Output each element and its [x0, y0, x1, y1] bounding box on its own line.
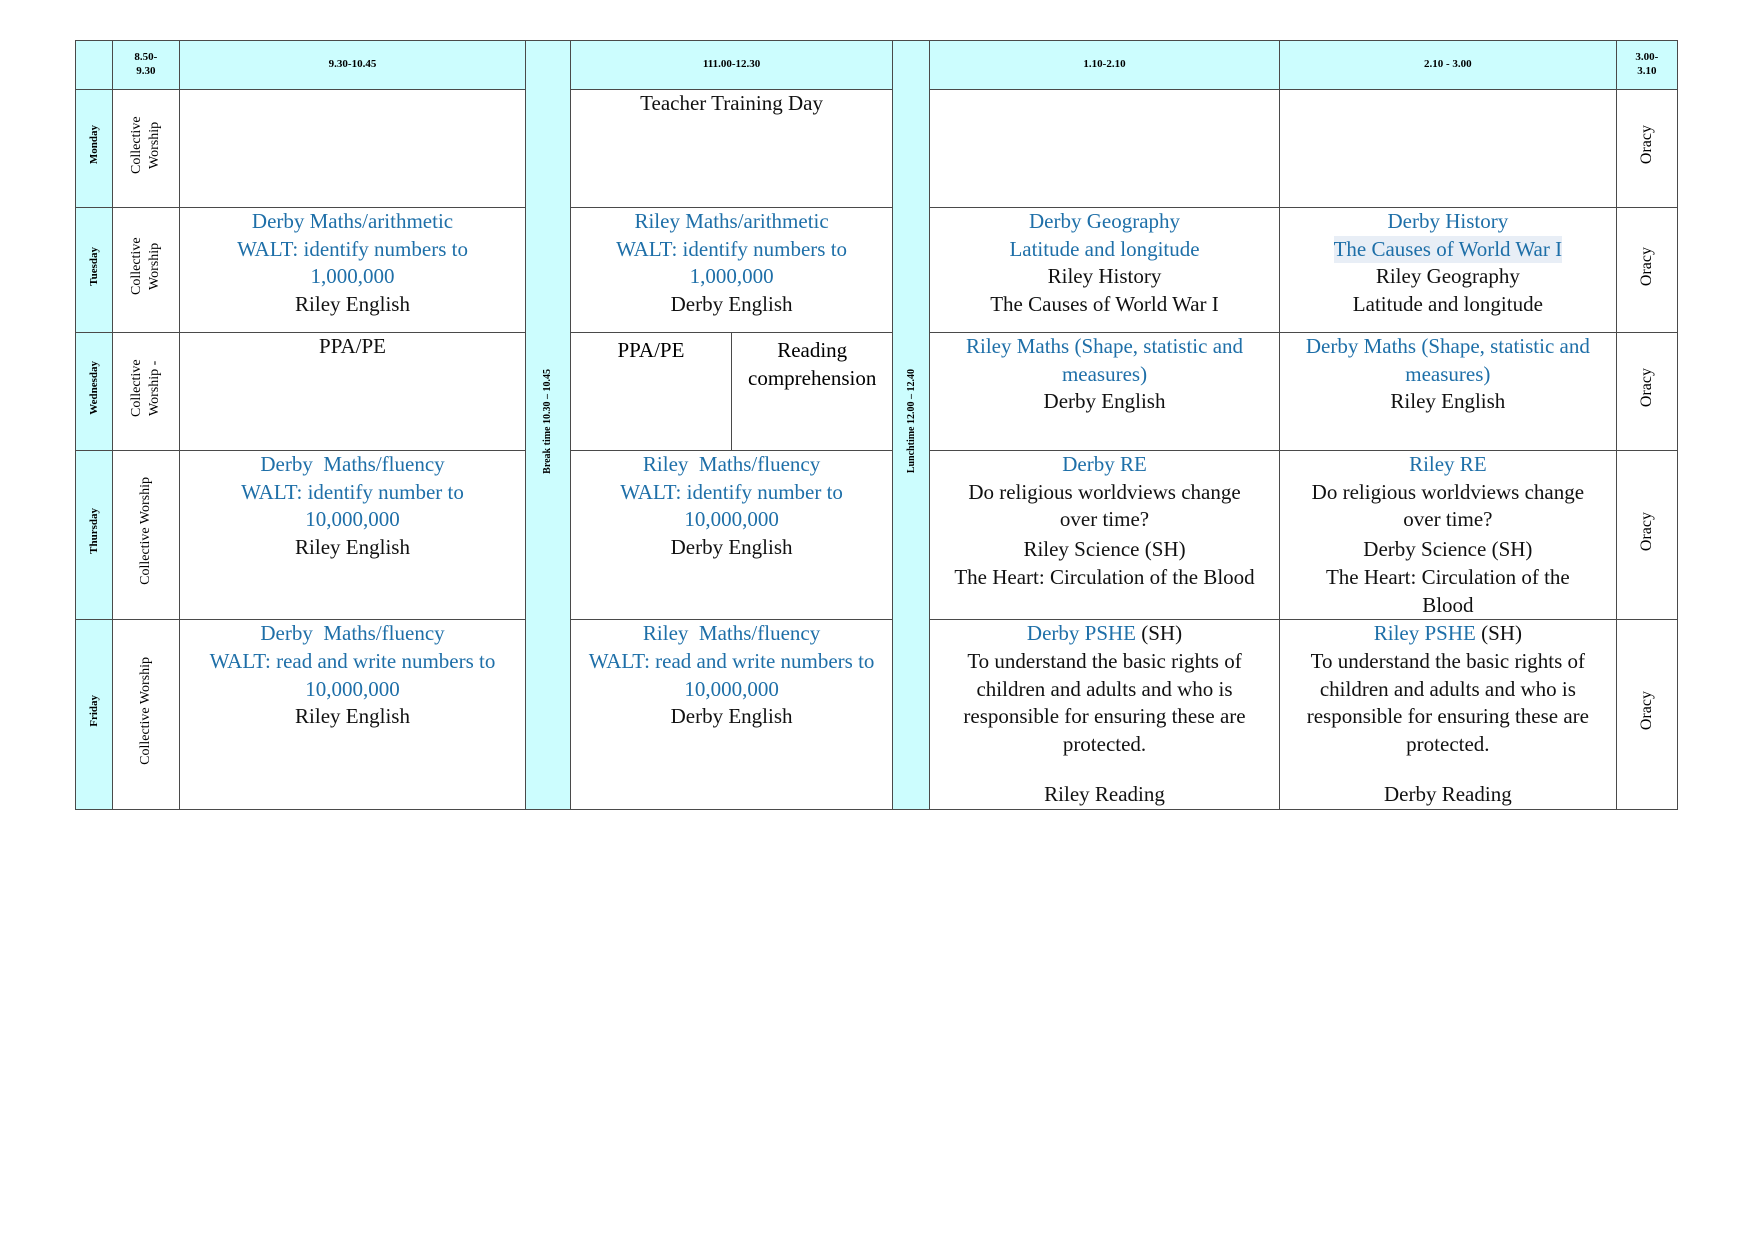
- thursday-slot-4: Derby RE Do religious worldviews change over time? Riley Science (SH) The Heart: Circulation of the Blood: [930, 451, 1280, 620]
- thursday-slot-3: Riley Maths/fluency WALT: identify number to 10,000,000 Derby English: [570, 451, 892, 620]
- day-tuesday: Tuesday: [76, 208, 113, 333]
- monday-slot-4: [930, 90, 1280, 208]
- monday-slot-3: Teacher Training Day: [570, 90, 892, 208]
- lunch-column: [893, 41, 930, 810]
- day-monday: Monday: [76, 90, 113, 208]
- oracy-wednesday: Oracy: [1616, 333, 1677, 451]
- worship-friday: Collective Worship: [112, 620, 179, 809]
- oracy-tuesday: Oracy: [1616, 208, 1677, 333]
- worship-thursday: Collective Worship: [112, 451, 179, 620]
- wednesday-slot-3a: PPA/PE: [617, 338, 685, 362]
- tuesday-slot-4: Derby Geography Latitude and longitude Riley History The Causes of World War I: [930, 208, 1280, 333]
- day-friday: Friday: [76, 620, 113, 809]
- tuesday-row: [76, 208, 1678, 333]
- header-row: [76, 41, 1678, 90]
- oracy-monday: Oracy: [1616, 90, 1677, 208]
- thursday-row: [76, 451, 1678, 620]
- wednesday-slot-3b: Reading comprehension: [731, 333, 892, 450]
- time-slot-1: 8.50- 9.30: [112, 41, 179, 90]
- wednesday-row: [76, 333, 1678, 451]
- corner-cell: [76, 41, 113, 90]
- lunch-label: Lunchtime 12.00 – 12.40: [905, 368, 917, 474]
- friday-slot-3: Riley Maths/fluency WALT: read and write numbers to 10,000,000 Derby English: [570, 620, 892, 809]
- monday-slot-2: [180, 90, 526, 208]
- oracy-thursday: Oracy: [1616, 451, 1677, 620]
- wednesday-slot-5: Derby Maths (Shape, statistic and measures) Riley English: [1280, 333, 1617, 451]
- friday-row: [76, 620, 1678, 809]
- wednesday-slot-3: [570, 333, 892, 451]
- day-thursday: Thursday: [76, 451, 113, 620]
- break-label: Break time 10.30 – 10.45: [542, 368, 554, 474]
- time-slot-2: 9.30-10.45: [180, 41, 526, 90]
- time-slot-5: 2.10 - 3.00: [1280, 41, 1617, 90]
- wednesday-slot-4: Riley Maths (Shape, statistic and measures) Derby English: [930, 333, 1280, 451]
- tuesday-slot-5: Derby History The Causes of World War I Riley Geography Latitude and longitude: [1280, 208, 1617, 333]
- wednesday-slot-2: PPA/PE: [180, 333, 526, 451]
- monday-slot-5: [1280, 90, 1617, 208]
- worship-tuesday: Collective Worship: [112, 208, 179, 333]
- day-wednesday: Wednesday: [76, 333, 113, 451]
- break-column: [525, 41, 570, 810]
- tuesday-slot-2: Derby Maths/arithmetic WALT: identify numbers to 1,000,000 Riley English: [180, 208, 526, 333]
- time-slot-4: 1.10-2.10: [930, 41, 1280, 90]
- timetable: [75, 40, 1678, 810]
- oracy-friday: Oracy: [1616, 620, 1677, 809]
- worship-wednesday: Collective Worship -: [112, 333, 179, 451]
- monday-row: [76, 90, 1678, 208]
- worship-monday: Collective Worship: [112, 90, 179, 208]
- friday-slot-2: Derby Maths/fluency WALT: read and write numbers to 10,000,000 Riley English: [180, 620, 526, 809]
- friday-slot-4: Derby PSHE (SH) To understand the basic rights of children and adults and who is responsible for ensuring these are protected. Riley Reading: [930, 620, 1280, 809]
- time-slot-3: 111.00-12.30: [570, 41, 892, 90]
- friday-slot-5: Riley PSHE (SH) To understand the basic rights of children and adults and who is responsible for ensuring these are protected. Derby Reading: [1280, 620, 1617, 809]
- thursday-slot-5: Riley RE Do religious worldviews change over time? Derby Science (SH) The Heart: Circulation of the Blood: [1280, 451, 1617, 620]
- time-slot-6: 3.00- 3.10: [1616, 41, 1677, 90]
- tuesday-slot-3: Riley Maths/arithmetic WALT: identify numbers to 1,000,000 Derby English: [570, 208, 892, 333]
- thursday-slot-2: Derby Maths/fluency WALT: identify number to 10,000,000 Riley English: [180, 451, 526, 620]
